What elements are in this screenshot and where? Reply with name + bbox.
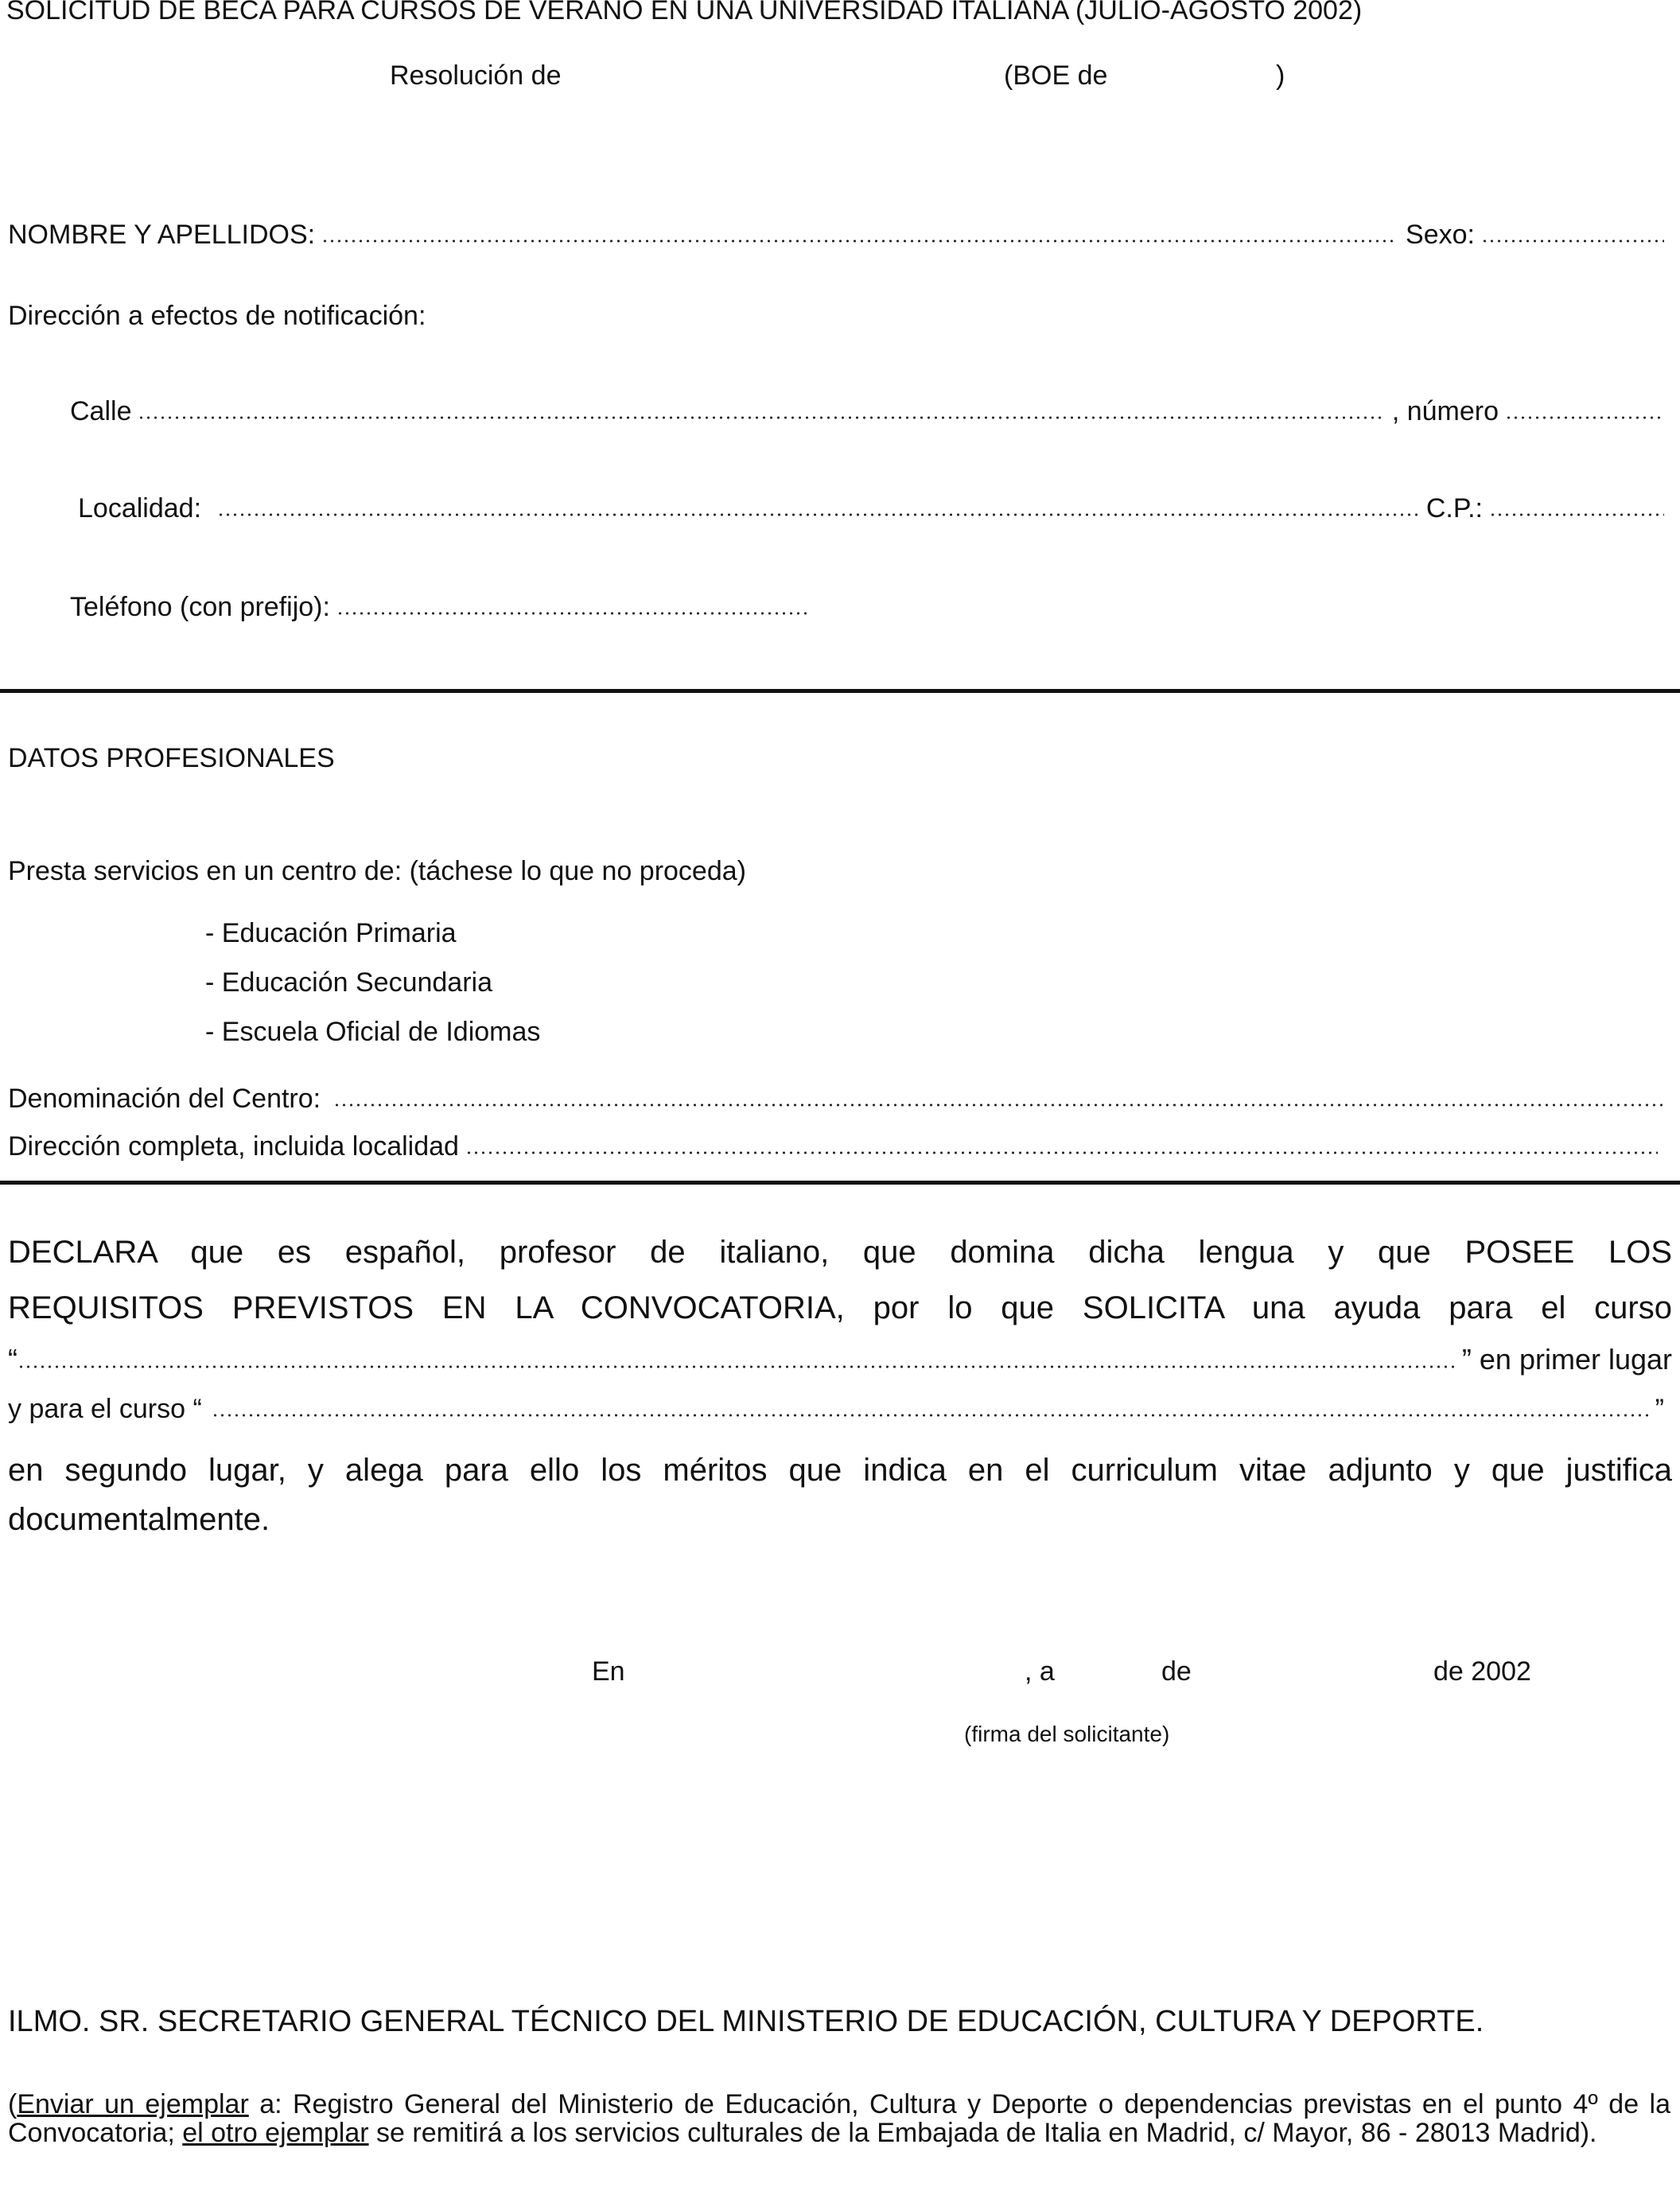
nombre-field[interactable] [321, 239, 1394, 243]
direccion-label: Dirección a efectos de notificación: [8, 301, 426, 331]
declaracion-line-5: en segundo lugar, y alega para ello los méritos que indica en el curriculum vitae adjunto y que justifica [8, 1453, 1672, 1488]
nota-part-1: a: Registro General del Ministerio de Educación, Cultura y Deporte o dependencias previstas en el punto 4º de la Convocatoria; [8, 2089, 1670, 2148]
nota-envio [8, 2090, 1670, 2147]
telefono-label: Teléfono (con prefijo): [70, 592, 330, 622]
localidad-label: Localidad: [78, 493, 202, 523]
numero-field[interactable] [1505, 415, 1664, 420]
localidad-field[interactable] [217, 512, 1420, 517]
nota-otro: el otro ejemplar [182, 2118, 369, 2148]
declaracion-line-2: REQUISITOS PREVISTOS EN LA CONVOCATORIA, por lo que SOLICITA una ayuda para el curso [8, 1290, 1672, 1325]
calle-label: Calle [70, 396, 132, 426]
segundo-curso-label: y para el curso “ [8, 1394, 202, 1424]
close-quote: ” [1655, 1394, 1664, 1424]
nombre-row [8, 220, 1670, 251]
sexo-label: Sexo: [1406, 220, 1475, 250]
curso-segundo-field[interactable] [212, 1413, 1649, 1418]
firma-en: En [592, 1656, 625, 1687]
section-divider-2 [0, 1181, 1680, 1185]
option-secundaria[interactable]: - Educación Secundaria [205, 967, 493, 998]
option-primaria[interactable]: - Educación Primaria [205, 918, 457, 948]
calle-row [70, 396, 1670, 427]
option-idiomas[interactable]: - Escuela Oficial de Idiomas [205, 1017, 541, 1047]
firma-caption: (firma del solicitante) [964, 1722, 1170, 1746]
firma-a: , a [1025, 1656, 1055, 1687]
nota-open-paren: ( [8, 2089, 18, 2119]
denominacion-label: Denominación del Centro: [8, 1084, 321, 1114]
boe-label: (BOE de [1004, 60, 1108, 91]
direccion-completa-field[interactable] [465, 1150, 1658, 1155]
resolucion-label: Resolución de [390, 60, 562, 91]
cp-label: C.P.: [1425, 493, 1483, 523]
denominacion-row [8, 1084, 1670, 1115]
localidad-row [78, 493, 1670, 524]
boe-close: ) [1276, 60, 1285, 91]
firma-de: de [1161, 1656, 1192, 1687]
destinatario: ILMO. SR. SECRETARIO GENERAL TÉCNICO DEL MINISTERIO DE EDUCACIÓN, CULTURA Y DEPORTE. [8, 2005, 1484, 2038]
presta-label: Presta servicios en un centro de: (táchese lo que no proceda) [8, 856, 746, 886]
declaracion-line-6: documentalmente. [8, 1502, 270, 1537]
curso-primero-row [8, 1343, 1672, 1376]
direccion-completa-row [8, 1131, 1664, 1162]
nombre-label: NOMBRE Y APELLIDOS: [8, 220, 316, 250]
section-divider [0, 689, 1680, 693]
telefono-row [70, 592, 818, 623]
telefono-field[interactable] [336, 611, 811, 616]
declaracion-line-1: DECLARA que es español, profesor de italiano, que domina dicha lengua y que POSEE LOS [8, 1235, 1672, 1270]
curso-primero-field[interactable] [18, 1364, 1456, 1369]
sexo-field[interactable] [1481, 239, 1664, 243]
open-quote: “ [8, 1343, 18, 1376]
profesional-heading: DATOS PROFESIONALES [8, 743, 335, 773]
denominacion-field[interactable] [333, 1103, 1664, 1107]
numero-label: , número [1391, 396, 1499, 426]
nota-enviar: Enviar un ejemplar [17, 2089, 249, 2119]
form-title: SOLICITUD DE BECA PARA CURSOS DE VERANO EN UNA UNIVERSIDAD ITALIANA (JULIO-AGOSTO 2002) [6, 0, 1363, 25]
calle-field[interactable] [138, 415, 1385, 420]
direccion-completa-label: Dirección completa, incluida localidad [8, 1131, 459, 1162]
cp-field[interactable] [1489, 512, 1664, 517]
firma-year: de 2002 [1433, 1656, 1531, 1687]
curso-segundo-row [8, 1394, 1664, 1425]
nota-part-2: se remitirá a los servicios culturales de la Embajada de Italia en Madrid, c/ Mayor, 86 - 28013 Madrid). [368, 2118, 1597, 2148]
primer-lugar-label: ” en primer lugar [1461, 1343, 1672, 1376]
